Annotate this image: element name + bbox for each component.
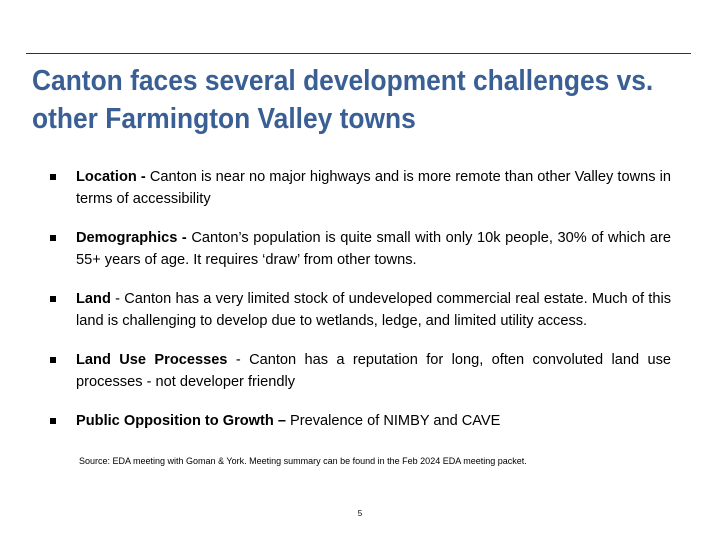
bullet-text: - Canton has a very limited stock of undeveloped commercial real estate. Much of this land is challenging to develop due to wetlands, ledge, and limited utility access. [76, 291, 671, 329]
bullet-public-opposition [49, 411, 671, 433]
bullet-location [49, 167, 671, 210]
page-number: 5 [357, 509, 363, 518]
bullet-text: - Canton has a reputation for long, often convoluted land use processes - not developer friendly [76, 352, 671, 390]
slide-title-line-1: Canton faces several development challenges vs. [32, 65, 654, 97]
header-rule [26, 53, 691, 54]
source-note: Source: EDA meeting with Goman & York. Meeting summary can be found in the Feb 2024 EDA meeting packet. [79, 456, 527, 466]
bullet-text: Prevalence of NIMBY and CAVE [285, 413, 501, 429]
slide-title [32, 62, 654, 138]
challenge-list [49, 167, 671, 451]
square-bullet-icon [50, 357, 56, 363]
bullet-label: Land Use Processes [76, 352, 228, 368]
slide-title-line-2: other Farmington Valley towns [32, 103, 416, 135]
bullet-land-use-processes [49, 350, 671, 393]
bullet-label: Demographics - [76, 230, 187, 246]
bullet-label: Public Opposition to Growth – [76, 413, 286, 429]
square-bullet-icon [50, 174, 56, 180]
bullet-label: Location - [76, 169, 146, 185]
bullet-label: Land [76, 291, 111, 307]
square-bullet-icon [50, 296, 56, 302]
bullet-land [49, 289, 671, 332]
bullet-text: Canton is near no major highways and is more remote than other Valley towns in terms of accessibility [76, 169, 671, 207]
bullet-demographics [49, 228, 671, 271]
bullet-text: Canton’s population is quite small with only 10k people, 30% of which are 55+ years of age. It requires ‘draw’ from other towns. [76, 230, 671, 268]
square-bullet-icon [50, 235, 56, 241]
square-bullet-icon [50, 418, 56, 424]
